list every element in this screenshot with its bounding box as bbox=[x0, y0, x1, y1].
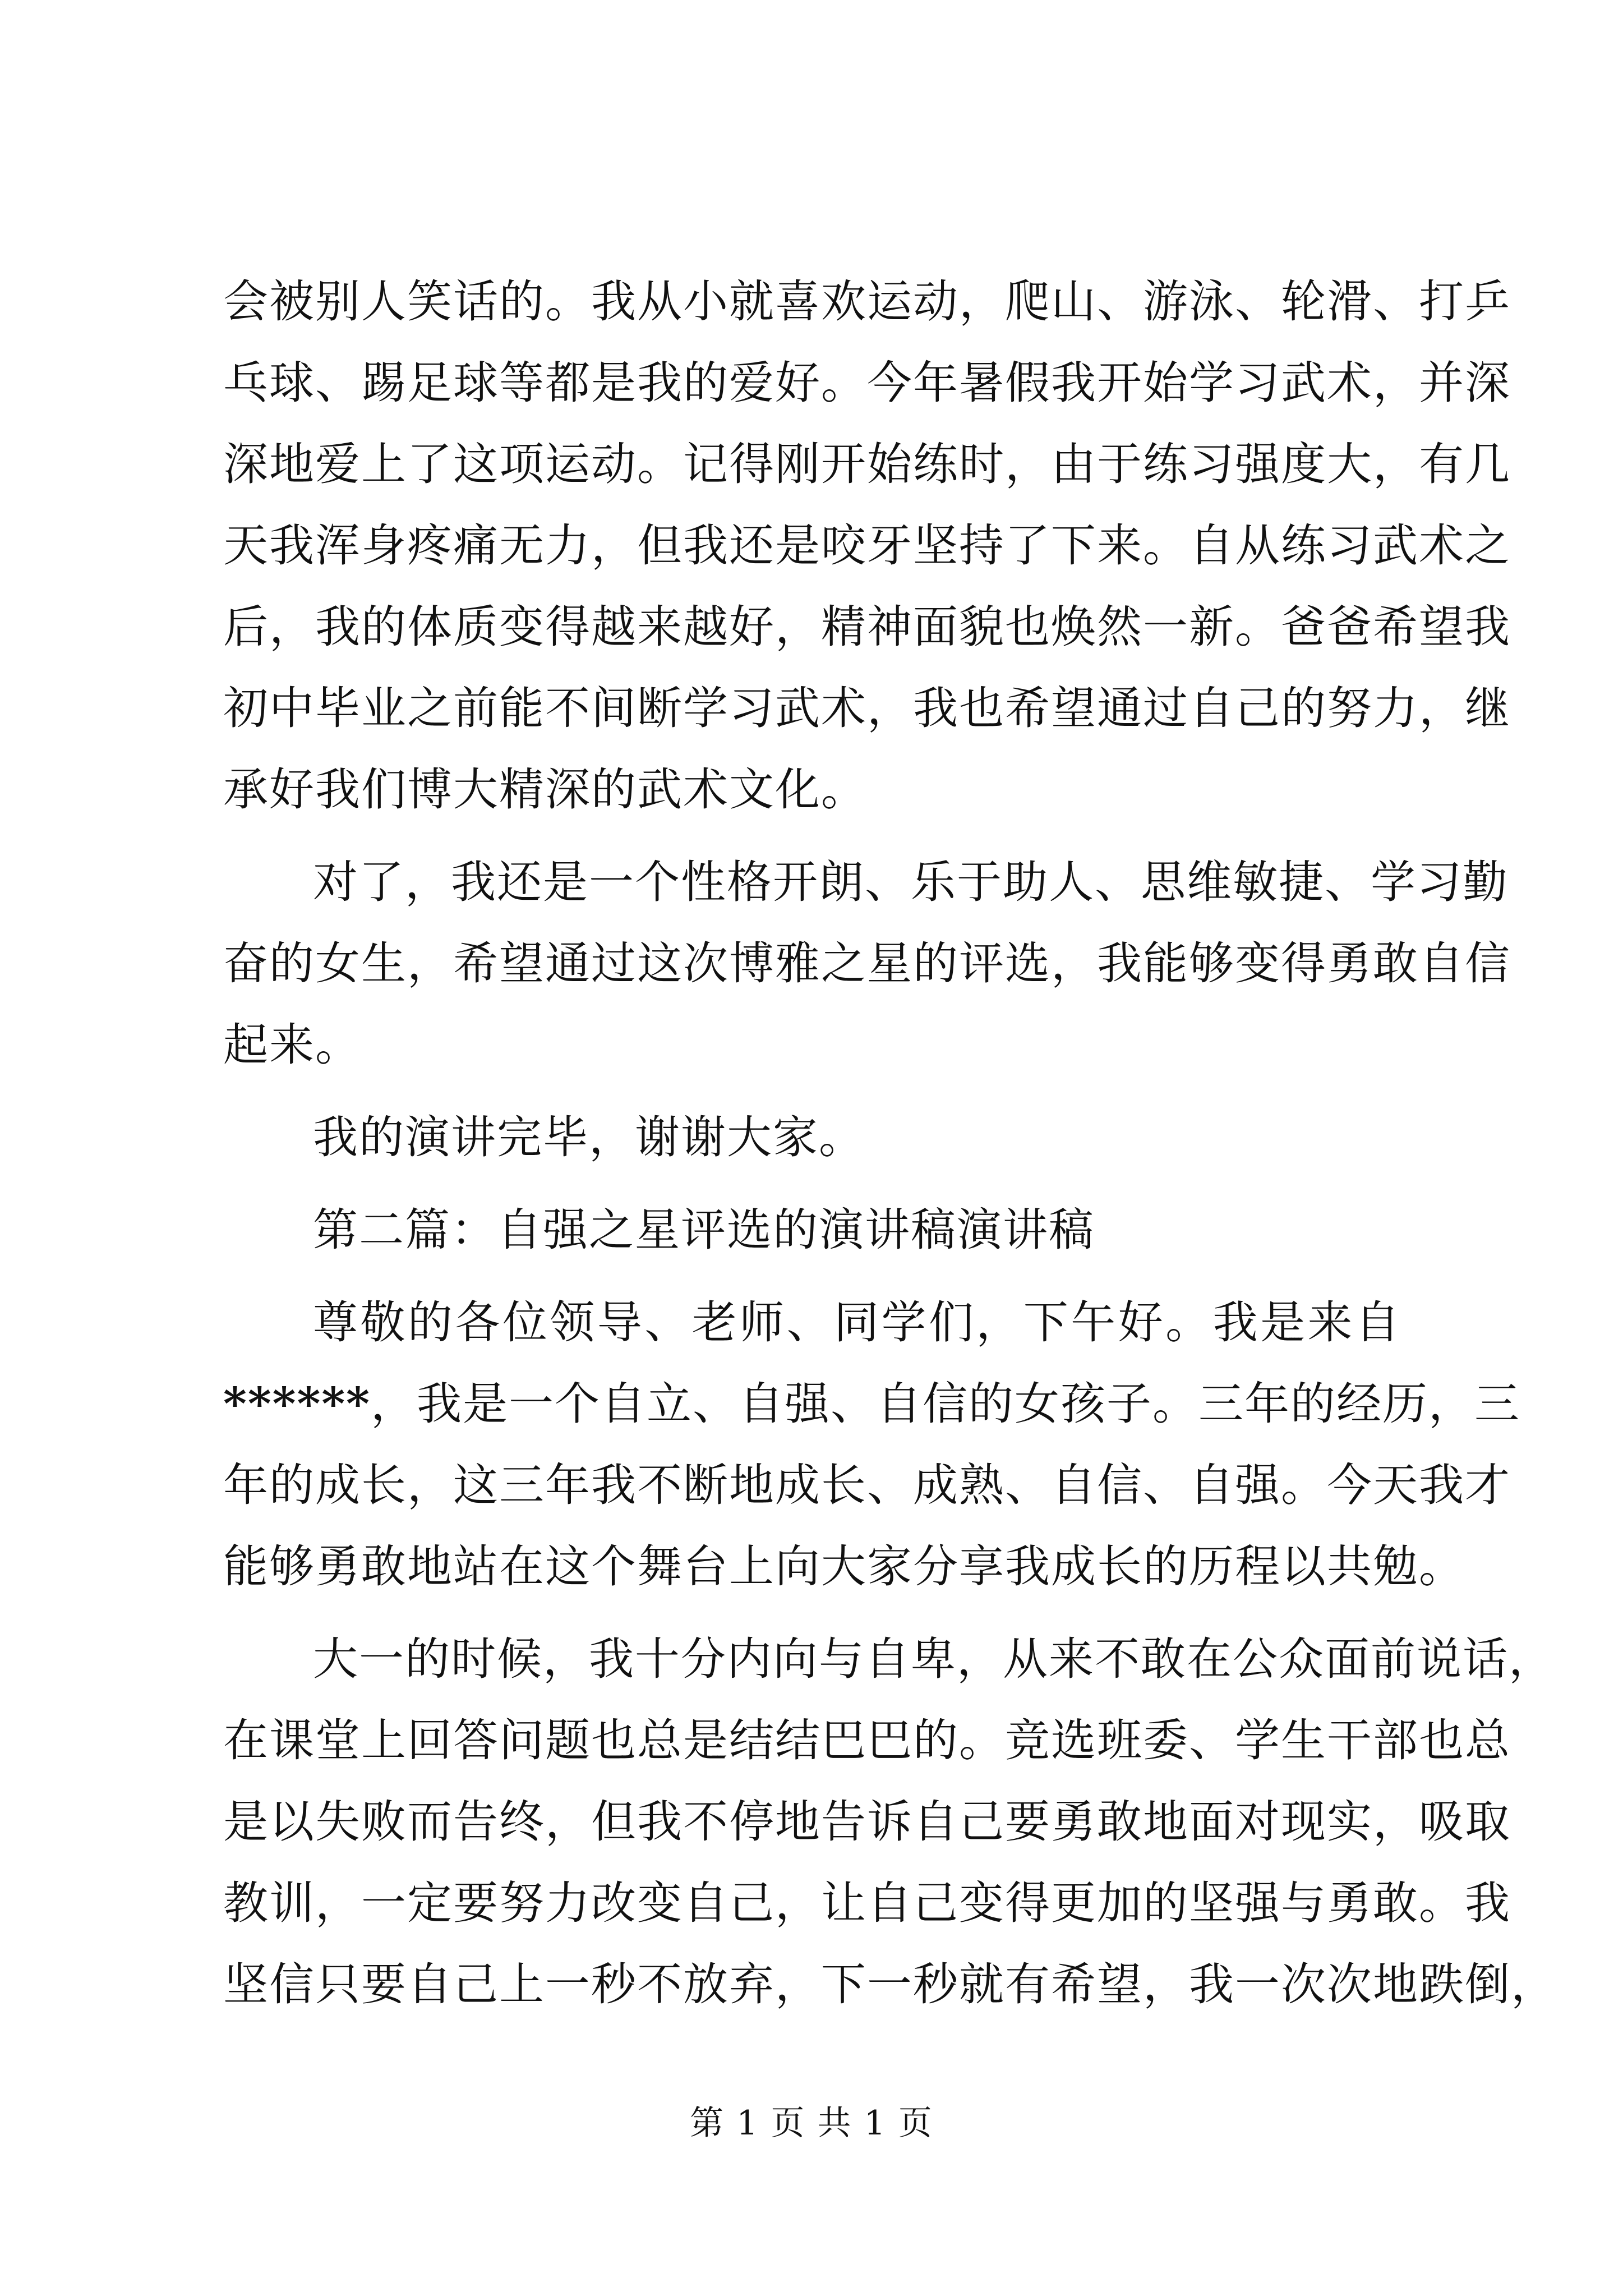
text-line: 年的成长，这三年我不断地成长、成熟、自信、自强。今天我才 bbox=[223, 1459, 1511, 1511]
document-body bbox=[223, 261, 1557, 2025]
text-line: 我的演讲完毕，谢谢大家。 bbox=[313, 1111, 865, 1163]
section-heading: 第二篇：自强之星评选的演讲稿演讲稿 bbox=[313, 1204, 1095, 1256]
text-line: 在课堂上回答问题也总是结结巴巴的。竞选班委、学生干部也总 bbox=[223, 1714, 1511, 1766]
text-line: 乓球、踢足球等都是我的爱好。今年暑假我开始学习武术，并深 bbox=[223, 357, 1511, 409]
text-line: 承好我们博大精深的武术文化。 bbox=[223, 763, 867, 816]
text-line: 天我浑身疼痛无力，但我还是咬牙坚持了下来。自从练习武术之 bbox=[223, 519, 1511, 572]
text-line: 后，我的体质变得越来越好，精神面貌也焕然一新。爸爸希望我 bbox=[223, 601, 1511, 653]
text-line: 尊敬的各位领导、老师、同学们，下午好。我是来自 bbox=[313, 1296, 1401, 1349]
text-line: 起来。 bbox=[223, 1019, 361, 1071]
text-line: 深地爱上了这项运动。记得刚开始练时，由于练习强度大，有几 bbox=[223, 438, 1511, 490]
text-line: 会被别人笑话的。我从小就喜欢运动，爬山、游泳、轮滑、打乒 bbox=[223, 275, 1511, 328]
text-line: 奋的女生，希望通过这次博雅之星的评选，我能够变得勇敢自信 bbox=[223, 937, 1511, 990]
text-line: 是以失败而告终，但我不停地告诉自己要勇敢地面对现实，吸取 bbox=[223, 1796, 1511, 1848]
text-line bbox=[223, 1363, 1521, 1444]
text-line: 大一的时候，我十分内向与自卑，从来不敢在公众面前说话， bbox=[313, 1633, 1555, 1685]
text-run: ，我是一个自立、自强、自信的女孩子。三年的经历，三 bbox=[371, 1378, 1521, 1430]
text-line: 教训，一定要努力改变自己，让自己变得更加的坚强与勇敢。我 bbox=[223, 1877, 1511, 1929]
redacted-name: ****** bbox=[223, 1377, 371, 1430]
text-line: 对了，我还是一个性格开朗、乐于助人、思维敏捷、学习勤 bbox=[313, 856, 1509, 908]
page-number-footer: 第 1 页 共 1 页 bbox=[690, 2104, 933, 2143]
text-line: 坚信只要自己上一秒不放弃，下一秒就有希望，我一次次地跌倒， bbox=[223, 1958, 1557, 2010]
text-line: 能够勇敢地站在这个舞台上向大家分享我成长的历程以共勉。 bbox=[223, 1540, 1465, 1593]
text-line: 初中毕业之前能不间断学习武术，我也希望通过自己的努力，继 bbox=[223, 682, 1511, 734]
